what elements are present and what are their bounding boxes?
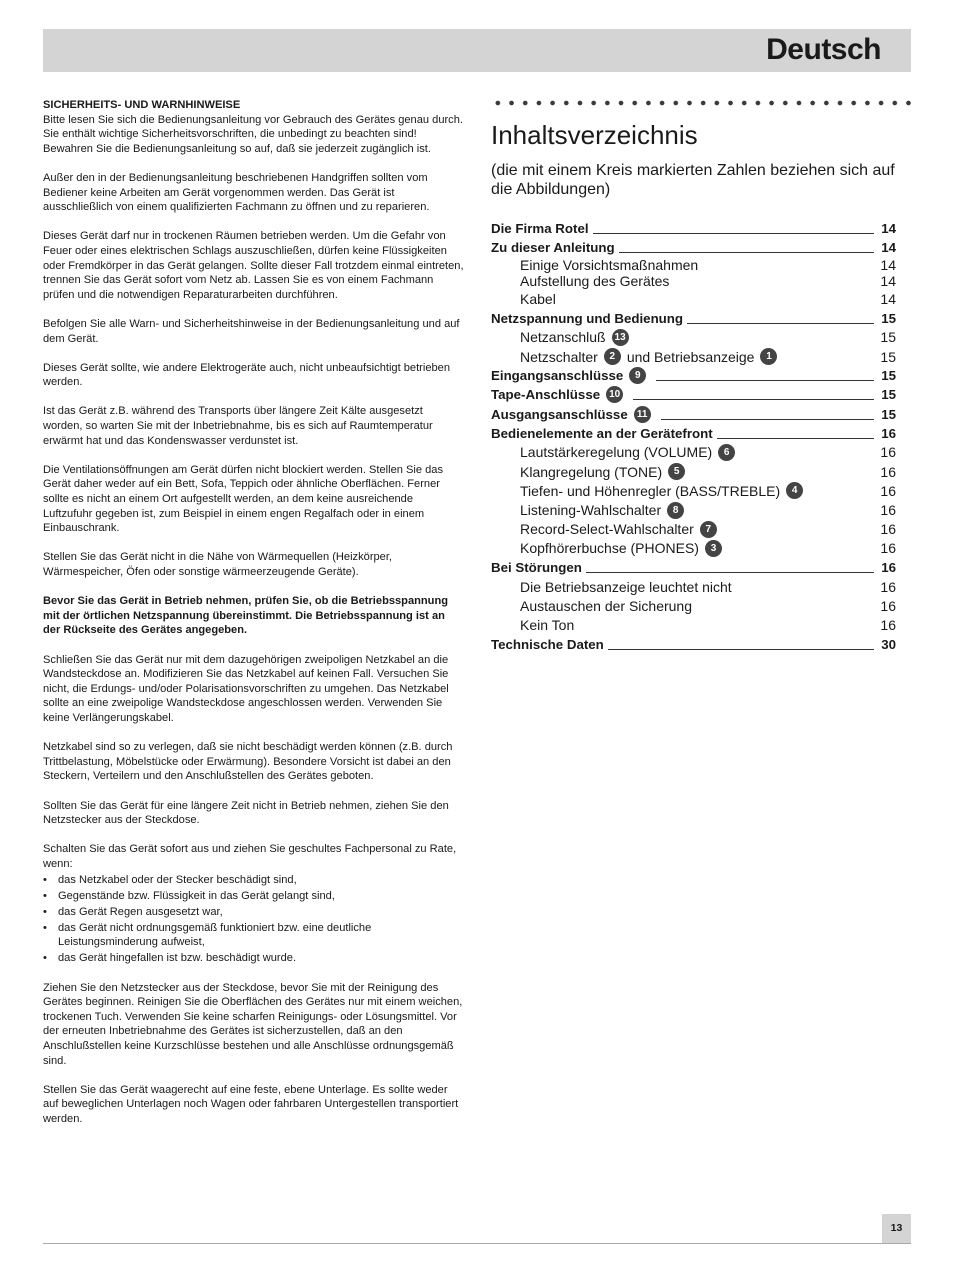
- toc-label: Klangregelung (TONE): [520, 463, 663, 480]
- toc-page: 14: [880, 273, 896, 290]
- toc-page: 14: [880, 257, 896, 274]
- toc-label: Kabel: [520, 290, 556, 307]
- toc-subentry[interactable]: [491, 443, 896, 462]
- toc-subentry[interactable]: [491, 347, 896, 366]
- safety-paragraph: Dieses Gerät sollte, wie andere Elektrogeräte auch, nicht unbeaufsichtigt betrieben werden.: [43, 361, 451, 389]
- toc-page: 16: [880, 540, 896, 557]
- toc-page: 14: [881, 240, 896, 256]
- toc-entry[interactable]: [491, 405, 896, 424]
- toc-page: 15: [881, 387, 896, 403]
- list-item: • das Gerät Regen ausgesetzt war,: [43, 905, 465, 920]
- toc-entry[interactable]: [491, 366, 896, 385]
- toc-label: und Betriebsanzeige: [626, 348, 755, 365]
- toc-label: Bedienelemente an der Gerätefront: [491, 425, 713, 441]
- language-title: Deutsch: [766, 33, 881, 66]
- toc-page: 16: [880, 521, 896, 538]
- toc-page: 16: [880, 617, 896, 634]
- safety-paragraph: Außer den in der Bedienungsanleitung beschriebenen Handgriffen sollten vom Bediener keine Arbeiten am Gerät vorgenommen werden. Das Gerät ist ausschließlich von einem qualifizierten Fachmann zu öffnen und zu reparieren.: [43, 171, 430, 214]
- safety-paragraph: Bitte lesen Sie sich die Bedienungsanleitung vor Gebrauch des Gerätes genau durch. Sie enthält wichtige Sicherheitsvorschriften, die unbedingt zu beachten sind! Bewahren Sie die Bedienungsanleitung so auf, daß sie jederzeit zugänglich ist.: [43, 113, 463, 155]
- figure-callout-badge: 2: [604, 348, 621, 365]
- toc-subtitle: (die mit einem Kreis markierten Zahlen beziehen sich auf die Abbildungen): [491, 162, 895, 198]
- figure-callout-badge: 3: [705, 540, 722, 557]
- toc-entry[interactable]: [491, 558, 896, 577]
- toc-leader-line: [661, 419, 874, 420]
- toc-page: 15: [880, 329, 896, 346]
- language-header-bar: [43, 29, 911, 72]
- toc-subentry[interactable]: [491, 462, 896, 481]
- toc-leader-line: [633, 399, 874, 400]
- toc-page: 16: [881, 425, 896, 441]
- toc-page: 14: [880, 290, 896, 307]
- toc-page: 15: [881, 406, 896, 422]
- toc-label: Tape-Anschlüsse: [491, 387, 601, 403]
- page-number: 13: [882, 1214, 911, 1243]
- toc-page: 16: [881, 560, 896, 576]
- list-item: • das Netzkabel oder der Stecker beschädigt sind,: [43, 873, 465, 888]
- toc-subentry[interactable]: [491, 577, 896, 596]
- toc-label: Netzschalter: [520, 348, 598, 365]
- toc-page: 16: [880, 463, 896, 480]
- safety-heading: SICHERHEITS- UND WARNHINWEISE: [43, 99, 241, 111]
- toc-page: 16: [880, 444, 896, 461]
- safety-paragraph: Schalten Sie das Gerät sofort aus und ziehen Sie geschultes Fachpersonal zu Rate, wenn:: [43, 843, 457, 870]
- toc-page: 15: [881, 368, 896, 384]
- toc-entry[interactable]: [491, 424, 896, 443]
- toc-page: 16: [880, 578, 896, 595]
- safety-paragraph: Die Ventilationsöffnungen am Gerät dürfen nicht blockiert werden. Stellen Sie das Gerät daher weder auf ein Bett, Sofa, Teppich oder ähnliche Oberflächen. Ferner sollte es nicht an einem Ort aufgestellt werden, an dem keine ausreichende Luftzufuhr gegeben ist, zum Beispiel in einem engen Regalfach oder in einem Einbauschrank.: [43, 463, 444, 535]
- toc-page: 16: [880, 597, 896, 614]
- safety-paragraph: Stellen Sie das Gerät waagerecht auf eine feste, ebene Unterlage. Es sollte weder auf beweglichen Unterlagen noch Wagen oder fahrbaren Untergestellen transportiert werden.: [43, 1083, 459, 1125]
- toc-label: Listening-Wahlschalter: [520, 502, 662, 519]
- toc-label: Record-Select-Wahlschalter: [520, 521, 694, 538]
- toc-label: Die Firma Rotel: [491, 221, 589, 237]
- warning-bullet-list: [43, 873, 465, 966]
- figure-callout-badge: 1: [760, 348, 777, 365]
- toc-leader-line: [717, 438, 874, 439]
- figure-callout-badge: 11: [634, 406, 651, 423]
- footer-rule: [43, 1243, 911, 1244]
- toc-entry[interactable]: [491, 238, 896, 257]
- toc-page: 30: [881, 636, 896, 652]
- toc-page: 14: [881, 221, 896, 237]
- safety-paragraph: Stellen Sie das Gerät nicht in die Nähe von Wärmequellen (Heizkörper, Wärmespeicher, Öfen oder sonstige wärmeerzeugende Geräte).: [43, 551, 393, 578]
- safety-paragraph: Dieses Gerät darf nur in trockenen Räumen betrieben werden. Um die Gefahr von Feuer oder eines elektrischen Schlags auszuschließen, dürfen keine Flüssigkeiten oder Fremdkörper in das Gerät gelangen. Sollte dieser Fall trotzdem einmal eintreten, trennen Sie das Gerät sofort vom Netz ab. Lassen Sie es von einem Fachmann prüfen und die notwendigen Reparaturarbeiten durchführen.: [43, 230, 464, 301]
- toc-subentry[interactable]: [491, 596, 896, 615]
- toc-leader-line: [687, 323, 874, 324]
- toc-entry[interactable]: [491, 309, 896, 328]
- safety-paragraph: Schließen Sie das Gerät nur mit dem dazugehörigen zweipoligen Netzkabel an die Wandsteckdose an. Modifizieren Sie das Netzkabel auf keinen Fall. Versuchen Sie nicht, die Erdungs- und/oder Polarisationsvorschriften zu umgehen. Das Netzkabel sollte an eine zweipolige Wandsteckdose angeschlossen werden. Verwenden Sie keine Verlängerungskabel.: [43, 653, 449, 724]
- list-item: • das Gerät nicht ordnungsgemäß funktioniert bzw. eine deutliche Leistungsminderung aufweist,: [43, 921, 465, 950]
- figure-callout-badge: 8: [667, 502, 684, 519]
- safety-paragraph: Netzkabel sind so zu verlegen, daß sie nicht beschädigt werden können (z.B. durch Trittbelastung, Möbelstücke oder Erwärmung). Besondere Vorsicht ist dabei an den Steckern, Verteilern und den Anschlußstellen des Gerätes geboten.: [43, 741, 453, 783]
- figure-callout-badge: 13: [612, 329, 629, 346]
- toc-label: Bei Störungen: [491, 560, 582, 576]
- safety-section: [43, 98, 465, 1141]
- toc-subentry[interactable]: [491, 500, 896, 519]
- toc-page: 16: [880, 502, 896, 519]
- toc-leader-line: [608, 649, 874, 650]
- safety-paragraph: Sollten Sie das Gerät für eine längere Zeit nicht in Betrieb nehmen, ziehen Sie den Netzstecker aus der Steckdose.: [43, 799, 449, 827]
- toc-page: 16: [880, 482, 896, 499]
- figure-callout-badge: 10: [606, 386, 623, 403]
- safety-paragraph: Ist das Gerät z.B. während des Transports über längere Zeit Kälte ausgesetzt worden, so warten Sie mit der Inbetriebnahme, bis es sich auf Raumtemperatur erwärmt hat und das Kondenswasser verdunstet ist.: [43, 405, 433, 447]
- toc-entry[interactable]: [491, 219, 896, 238]
- dotted-divider: [491, 99, 911, 107]
- toc-label: Einige Vorsichtsmaßnahmen: [520, 257, 699, 274]
- toc-label: Zu dieser Anleitung: [491, 240, 615, 256]
- toc-subentry[interactable]: [491, 328, 896, 347]
- toc-subentry[interactable]: [491, 273, 896, 289]
- figure-callout-badge: 5: [668, 463, 685, 480]
- toc-subentry[interactable]: [491, 257, 896, 273]
- figure-callout-badge: 6: [718, 444, 735, 461]
- toc-label: Netzanschluß: [520, 329, 606, 346]
- voltage-warning: Bevor Sie das Gerät in Betrieb nehmen, prüfen Sie, ob die Betriebsspannung mit der örtlichen Netzspannung übereinstimmt. Die Betriebsspannung ist an der Rückseite des Gerätes angegeben.: [43, 595, 449, 637]
- toc-label: Ausgangsanschlüsse: [491, 406, 628, 422]
- toc-label: Netzspannung und Bedienung: [491, 310, 684, 326]
- toc-label: Austauschen der Sicherung: [520, 597, 692, 614]
- toc-label: Aufstellung des Gerätes: [520, 273, 670, 290]
- figure-callout-badge: 7: [700, 521, 717, 538]
- toc-label: Kopfhörerbuchse (PHONES): [520, 540, 699, 557]
- figure-callout-badge: 9: [629, 367, 646, 384]
- toc-entry[interactable]: [491, 635, 896, 654]
- toc-subentry[interactable]: [491, 289, 896, 308]
- toc-leader-line: [586, 572, 874, 573]
- toc-subentry[interactable]: [491, 616, 896, 635]
- toc-page: 15: [881, 310, 896, 326]
- toc-label: Die Betriebsanzeige leuchtet nicht: [520, 578, 732, 595]
- toc-label: Eingangsanschlüsse: [491, 368, 624, 384]
- list-item: • Gegenstände bzw. Flüssigkeit in das Gerät gelangt sind,: [43, 889, 465, 904]
- toc-entry[interactable]: [491, 385, 896, 404]
- toc-label: Tiefen- und Höhenregler (BASS/TREBLE): [520, 482, 781, 499]
- toc-page: 15: [880, 348, 896, 365]
- toc-leader-line: [593, 233, 874, 234]
- toc-subentry[interactable]: [491, 539, 896, 558]
- toc-leader-line: [656, 380, 874, 381]
- toc-leader-line: [619, 252, 874, 253]
- figure-callout-badge: 4: [786, 482, 803, 499]
- toc-label: Technische Daten: [491, 636, 604, 652]
- list-item: • das Gerät hingefallen ist bzw. beschädigt wurde.: [43, 951, 465, 966]
- toc-label: Kein Ton: [520, 617, 575, 634]
- safety-paragraph: Befolgen Sie alle Warn- und Sicherheitshinweise in der Bedienungsanleitung und auf dem Gerät.: [43, 317, 460, 345]
- toc-subentry[interactable]: [491, 481, 896, 500]
- table-of-contents: [491, 219, 896, 654]
- toc-title: Inhaltsverzeichnis: [491, 120, 698, 150]
- toc-subentry[interactable]: [491, 520, 896, 539]
- safety-paragraph: Ziehen Sie den Netzstecker aus der Steckdose, bevor Sie mit der Reinigung des Gerätes beginnen. Reinigen Sie die Oberflächen des Gerätes nur mit einem weichen, trockenen Tuch. Verwenden Sie keine scharfen Reinigungs- oder Lösungsmittel. Vor der erneuten Inbetriebnahme des Gerätes ist sicherzustellen, daß an den Anschlußstellen keine Kurzschlüsse bestehen und alle Anschlüsse ordnungsgemäß sind.: [43, 981, 463, 1067]
- toc-label: Lautstärkeregelung (VOLUME): [520, 444, 713, 461]
